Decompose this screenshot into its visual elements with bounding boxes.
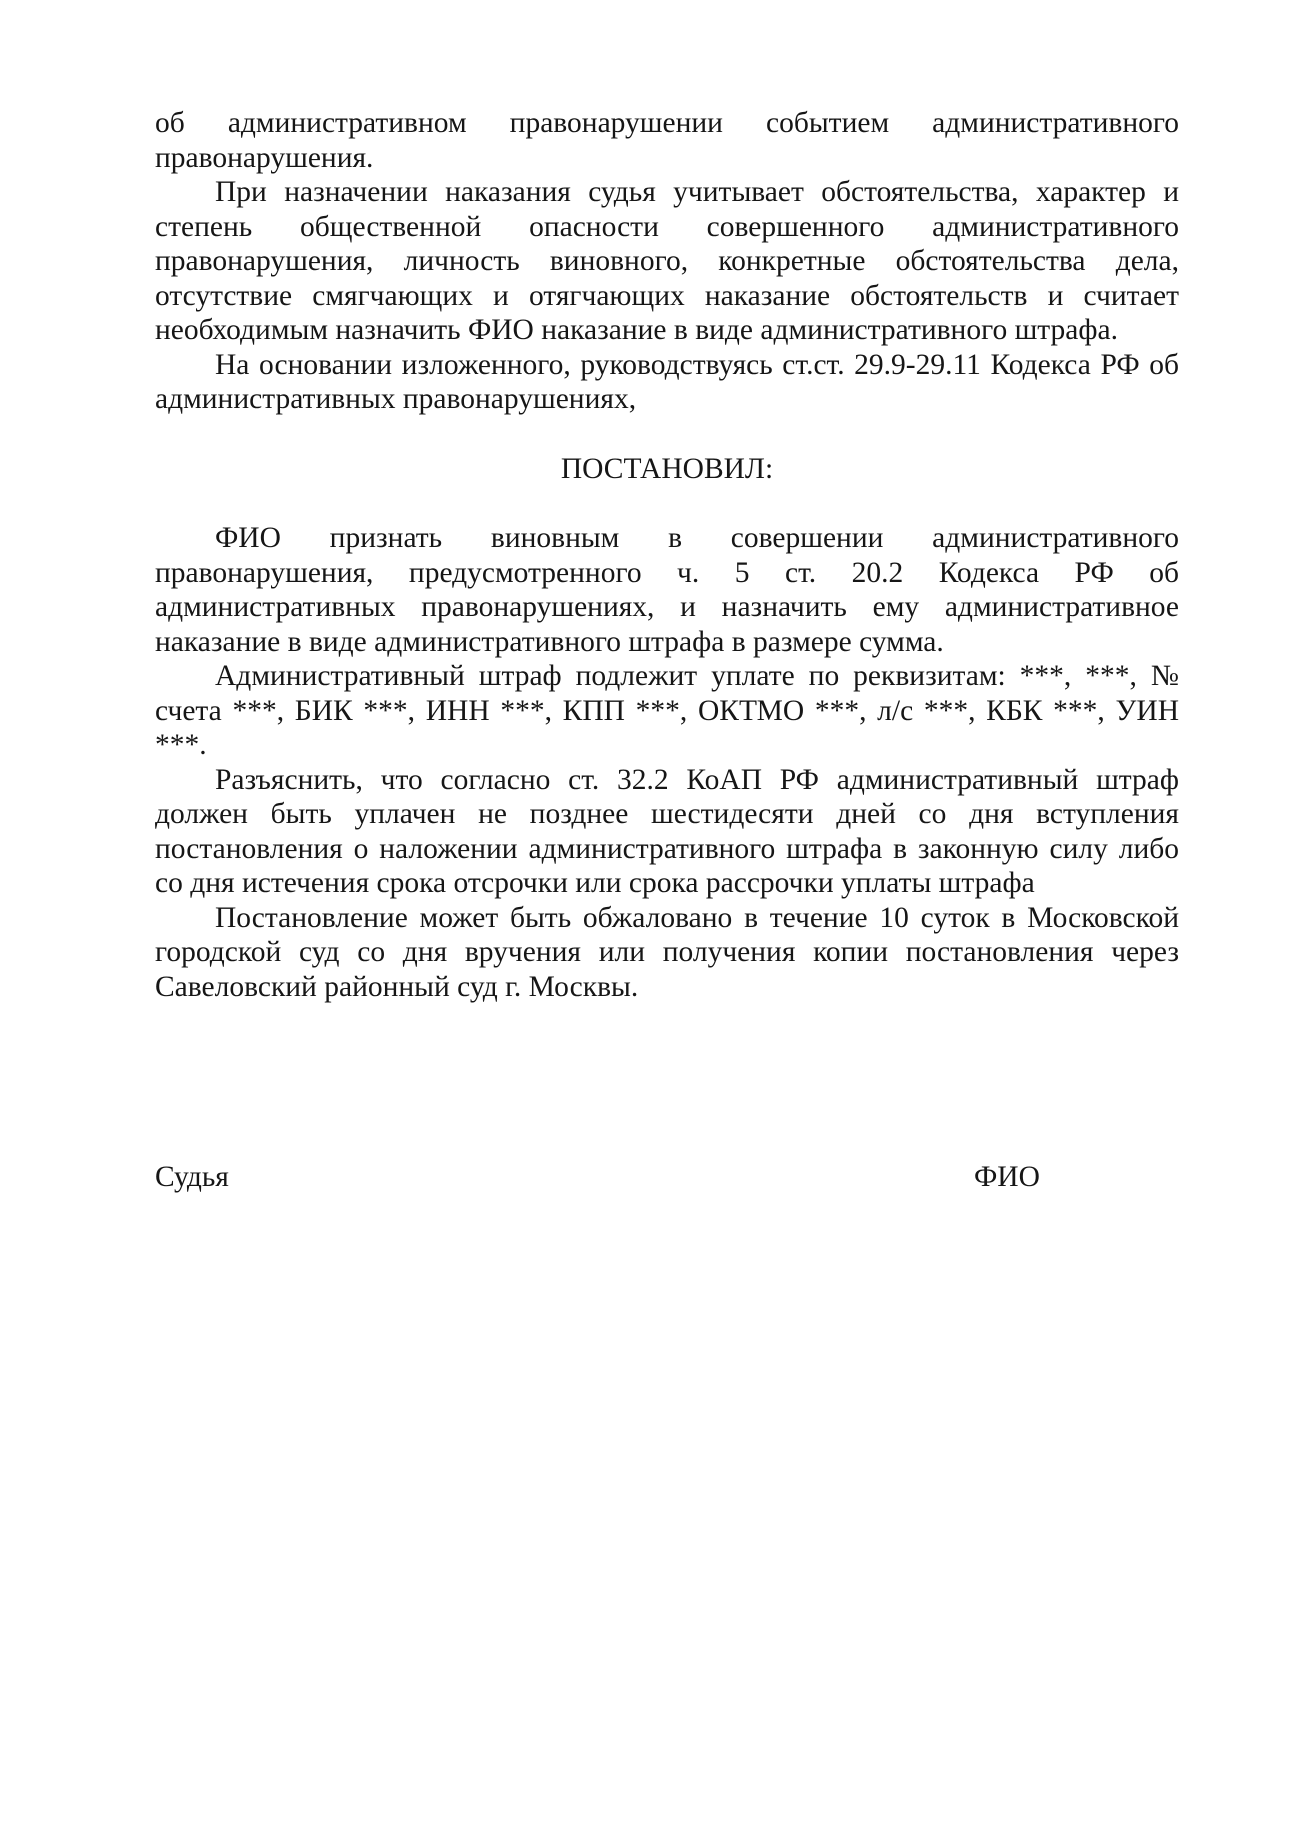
paragraph-payment-deadline: Разъяснить, что согласно ст. 32.2 КоАП РФ административный штраф должен быть уплачен не позднее шестидесяти дней со дня вступления постановления о наложении административного штрафа в законную силу либо со дня истечения срока отсрочки или срока рассрочки уплаты штрафа (155, 763, 1179, 899)
paragraph-payment-details: Административный штраф подлежит уплате по реквизитам: ***, ***, № счета ***, БИК ***, ИНН ***, КПП ***, ОКТМО ***, л/с ***, КБК ***, УИН ***. (155, 660, 1179, 761)
decision-heading: ПОСТАНОВИЛ: (560, 452, 774, 485)
paragraph-sentencing-considerations: При назначении наказания судья учитывает обстоятельства, характер и степень общественной опасности совершенного административного правонарушения, личность виновного, конкретные обстоятельства дела, отсутствие смягчающих и отягчающих наказание обстоятельств и считает необходимым назначить ФИО наказание в виде административного штрафа. (155, 176, 1179, 346)
paragraph-continuation: об административном правонарушении событием административного правонарушения. (155, 107, 1179, 174)
signature-name: ФИО (974, 1161, 1040, 1193)
spacer (155, 486, 1179, 521)
spacer (155, 417, 1179, 452)
document-body (155, 106, 1179, 1004)
paragraph-verdict: ФИО признать виновным в совершении административного правонарушения, предусмотренного ч. 5 ст. 20.2 Кодекса РФ об административных правонарушениях, и назначить ему административное наказание в виде административного штрафа в размере сумма. (155, 522, 1179, 658)
paragraph-appeal: Постановление может быть обжаловано в течение 10 суток в Московской городской суд со дня вручения или получения копии постановления через Савеловский районный суд г. Москвы. (155, 901, 1179, 1003)
paragraph-legal-basis: На основании изложенного, руководствуясь ст.ст. 29.9-29.11 Кодекса РФ об административных правонарушениях, (155, 348, 1179, 415)
signature-role: Судья (155, 1161, 229, 1193)
